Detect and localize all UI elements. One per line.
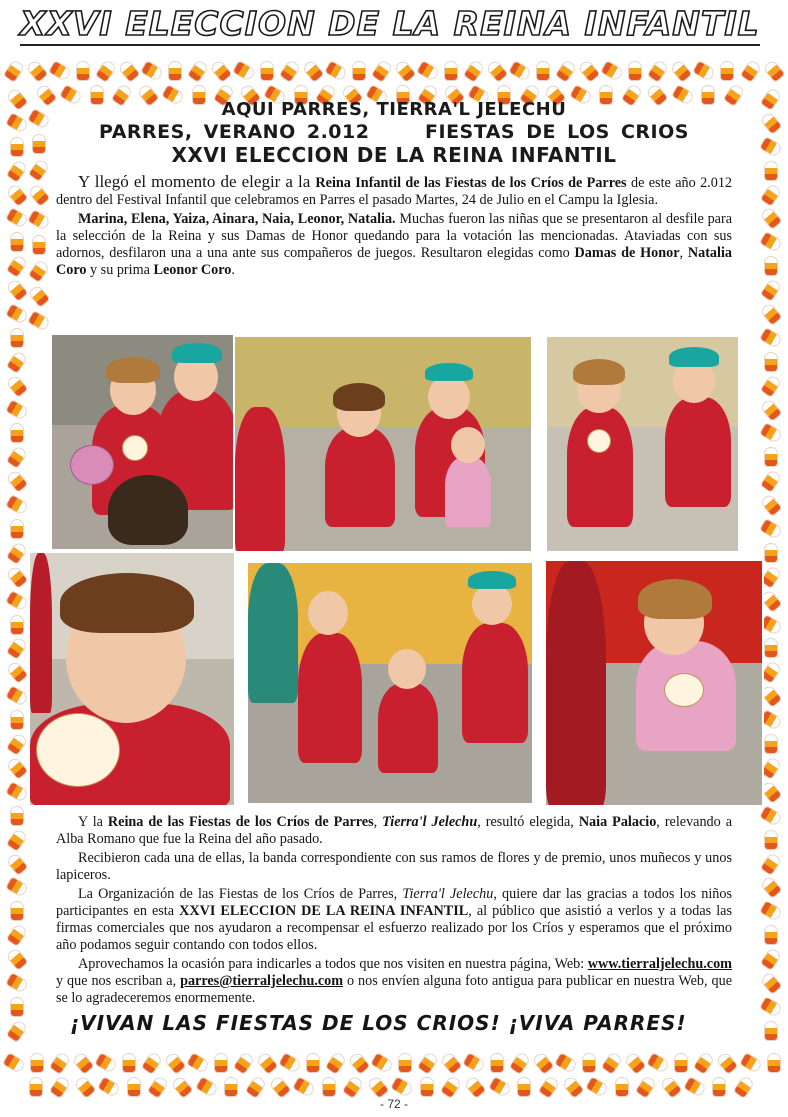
- candy-corn-icon: [270, 1076, 291, 1098]
- candy-corn-icon: [763, 60, 784, 82]
- candy-corn-icon: [215, 1054, 227, 1072]
- candy-corn-icon: [765, 1022, 777, 1040]
- candy-corn-icon: [399, 1054, 411, 1072]
- candy-corn-icon: [169, 62, 181, 80]
- candy-corn-icon: [128, 1078, 140, 1096]
- candy-corn-icon: [395, 60, 416, 82]
- candy-corn-icon: [29, 285, 50, 307]
- candy-corn-icon: [418, 1052, 438, 1074]
- candy-corn-icon: [28, 210, 50, 229]
- candy-corn-icon: [721, 62, 733, 80]
- candy-corn-icon: [7, 184, 28, 206]
- candy-corn-icon: [279, 1053, 301, 1072]
- candy-corn-icon: [563, 1076, 584, 1098]
- candy-corn-icon: [28, 109, 50, 128]
- candy-corn-icon: [353, 62, 365, 80]
- header-line-1: AQUI PARRES, TIERRA'L JELECHU: [221, 99, 567, 120]
- candy-corn-icon: [740, 60, 760, 82]
- candy-corn-icon: [95, 1053, 117, 1072]
- candy-corn-icon: [761, 877, 782, 899]
- candy-corn-icon: [740, 1053, 762, 1072]
- candy-corn-icon: [602, 1052, 622, 1074]
- candy-corn-icon: [119, 60, 140, 82]
- candy-corn-icon: [765, 926, 777, 944]
- candy-corn-icon: [417, 61, 439, 80]
- intro-paragraph-2: Marina, Elena, Yaiza, Ainara, Naia, Leonor, Natalia. Muchas fueron las niñas que se presentaron al desfile para la selección de la Reina y sus Damas de Honor quedando para la votación las mencionadas. Ataviadas con sus adornos, desfilaron una a una ante sus compañeros de juegos. Resultaron elegidas como Damas de Honor, Natalia Coro y su prima Leonor Coro.: [56, 211, 732, 278]
- candy-corn-icon: [761, 112, 782, 134]
- candy-corn-icon: [684, 1077, 706, 1096]
- candy-corn-icon: [294, 1077, 316, 1096]
- candy-corn-icon: [491, 1054, 503, 1072]
- candy-corn-icon: [660, 1076, 681, 1098]
- banner-title: XXVI ELECCION DE LA REINA INFANTIL: [20, 4, 760, 43]
- candy-corn-icon: [464, 1053, 486, 1072]
- candy-corn-icon: [694, 1052, 714, 1074]
- candy-corn-icon: [123, 1054, 135, 1072]
- candy-corn-icon: [441, 1076, 461, 1098]
- candy-corn-icon: [188, 60, 208, 82]
- candy-corn-icon: [33, 236, 45, 254]
- candy-corn-icon: [713, 1078, 725, 1096]
- candy-corn-icon: [441, 1052, 462, 1074]
- candy-corn-icon: [6, 400, 28, 419]
- candy-corn-icon: [225, 1078, 237, 1096]
- candy-corn-icon: [761, 279, 781, 301]
- candy-corn-icon: [6, 973, 28, 992]
- photo-4: [28, 551, 236, 807]
- outro-paragraph-3: La Organización de las Fiestas de los Críos de Parres, Tierra'l Jelechu, quiere dar las gracias a todos los niños participantes en esta XXVI ELECCION DE LA REINA INFANTIL, al público que asistió a verlos y a todas las firmas comerciales que nos ayudaron a recompensar el esfuerzo realizado por los Críos y esperamos que el próximo año podamos seguir contando con todos ellos.: [56, 886, 732, 953]
- candy-corn-icon: [6, 782, 28, 801]
- candy-corn-icon: [587, 1077, 609, 1096]
- candy-corn-icon: [765, 831, 777, 849]
- candy-corn-icon: [636, 1076, 656, 1098]
- candy-corn-icon: [7, 948, 28, 970]
- candy-corn-icon: [261, 62, 273, 80]
- title-banner: [20, 4, 760, 46]
- candy-corn-icon: [96, 60, 116, 82]
- candy-corn-icon: [7, 88, 28, 110]
- candy-corn-icon: [464, 60, 484, 82]
- candy-corn-icon: [625, 1052, 646, 1074]
- article-header: [56, 98, 732, 279]
- candy-corn-icon: [165, 1052, 186, 1074]
- candy-corn-icon: [367, 1076, 388, 1098]
- candy-corn-icon: [648, 1053, 670, 1072]
- candy-corn-icon: [326, 1052, 346, 1074]
- email-link[interactable]: parres@tierraljelechu.com: [180, 973, 344, 989]
- candy-corn-icon: [303, 60, 324, 82]
- candy-corn-icon: [7, 924, 27, 946]
- candy-corn-icon: [7, 470, 28, 492]
- candy-corn-icon: [29, 159, 49, 181]
- candy-corn-icon: [11, 807, 23, 825]
- candy-corn-icon: [6, 304, 28, 323]
- candy-corn-icon: [7, 853, 28, 875]
- photo-collage: [28, 333, 770, 809]
- candy-corn-icon: [602, 61, 624, 80]
- candy-corn-icon: [31, 1054, 43, 1072]
- candy-corn-icon: [6, 209, 28, 228]
- candy-corn-icon: [533, 1052, 554, 1074]
- candy-corn-icon: [11, 711, 23, 729]
- candy-corn-icon: [616, 1078, 628, 1096]
- candy-corn-icon: [7, 375, 28, 397]
- candy-corn-icon: [257, 1052, 278, 1074]
- candy-corn-icon: [11, 424, 23, 442]
- candy-corn-icon: [717, 1052, 738, 1074]
- candy-corn-icon: [77, 62, 89, 80]
- candy-corn-icon: [11, 329, 23, 347]
- candy-corn-icon: [30, 1078, 42, 1096]
- candy-corn-icon: [7, 733, 27, 755]
- candy-corn-icon: [760, 902, 782, 921]
- candy-corn-icon: [518, 1078, 530, 1096]
- outro-paragraph-4: Aprovechamos la ocasión para indicarles a todos que nos visiten en nuestra página, Web: www.tierraljelechu.com y que nos escriban a, parres@tierraljelechu.com o nos envíen alguna foto antigua para publicar en nuestra Web, que se lo agradeceremos enormemente.: [56, 956, 732, 1006]
- candy-corn-icon: [142, 1052, 162, 1074]
- candy-corn-icon: [28, 311, 50, 330]
- candy-corn-icon: [7, 160, 27, 182]
- candy-corn-icon: [579, 60, 600, 82]
- photo-1: [50, 333, 250, 551]
- candy-corn-icon: [765, 257, 777, 275]
- header-line-2: [56, 121, 732, 144]
- candy-corn-icon: [510, 61, 532, 80]
- candy-corn-icon: [27, 60, 48, 82]
- candy-corn-icon: [11, 138, 23, 156]
- candy-corn-icon: [372, 60, 392, 82]
- candy-corn-icon: [761, 853, 781, 875]
- candy-corn-icon: [148, 1076, 168, 1098]
- candy-corn-icon: [343, 1076, 363, 1098]
- candy-corn-icon: [196, 1077, 218, 1096]
- candy-corn-icon: [11, 616, 23, 634]
- candy-corn-icon: [760, 137, 782, 156]
- candy-corn-icon: [7, 566, 28, 588]
- candy-corn-icon: [7, 447, 27, 469]
- candy-corn-icon: [11, 998, 23, 1016]
- candy-corn-icon: [510, 1052, 530, 1074]
- candy-corn-icon: [7, 351, 27, 373]
- candy-corn-icon: [761, 948, 781, 970]
- candy-corn-icon: [4, 60, 24, 82]
- candy-corn-icon: [7, 757, 28, 779]
- candy-corn-icon: [7, 1020, 27, 1042]
- candy-corn-icon: [760, 997, 782, 1016]
- candy-corn-icon: [73, 1052, 94, 1074]
- candy-corn-icon: [172, 1076, 193, 1098]
- candy-corn-icon: [761, 184, 781, 206]
- candy-corn-icon: [187, 1053, 209, 1072]
- candy-corn-icon: [465, 1076, 486, 1098]
- candy-corn-icon: [556, 1053, 578, 1072]
- candy-corn-icon: [7, 638, 27, 660]
- candy-corn-icon: [765, 162, 777, 180]
- candy-corn-icon: [98, 1077, 120, 1096]
- candy-corn-icon: [349, 1052, 370, 1074]
- candy-corn-icon: [74, 1076, 95, 1098]
- candy-corn-icon: [538, 1076, 558, 1098]
- candy-corn-icon: [233, 61, 255, 80]
- candy-corn-icon: [6, 878, 28, 897]
- candy-corn-icon: [7, 542, 27, 564]
- candy-corn-icon: [391, 1077, 413, 1096]
- candy-corn-icon: [768, 1054, 780, 1072]
- candy-corn-icon: [50, 1052, 70, 1074]
- candy-border-left-inner: [26, 110, 52, 330]
- intro-paragraph-1: Y llegó el momento de elegir a la Reina Infantil de las Fiestas de los Críos de Parres de este año 2.012 dentro del Festival Infantil que celebramos en Parres el pasado Martes, 24 de Julio en el Campu la Iglesia.: [56, 172, 733, 208]
- outro-paragraph-2: Recibieron cada una de ellas, la banda correspondiente con sus ramos de flores y de premio, unos muñecos y unos lapiceros.: [56, 850, 732, 883]
- candy-corn-icon: [36, 84, 57, 106]
- candy-corn-icon: [371, 1053, 393, 1072]
- candy-corn-icon: [537, 62, 549, 80]
- candy-corn-icon: [556, 60, 576, 82]
- candy-corn-icon: [6, 495, 28, 514]
- candy-corn-icon: [280, 60, 300, 82]
- candy-corn-icon: [7, 662, 28, 684]
- candy-corn-icon: [11, 902, 23, 920]
- candy-corn-icon: [11, 233, 23, 251]
- candy-corn-icon: [445, 62, 457, 80]
- candy-corn-icon: [33, 135, 45, 153]
- candy-corn-icon: [246, 1076, 266, 1098]
- candy-corn-icon: [761, 303, 782, 325]
- candy-corn-icon: [50, 1076, 70, 1098]
- candy-corn-icon: [325, 61, 347, 80]
- candy-corn-icon: [671, 60, 692, 82]
- candy-corn-icon: [6, 591, 28, 610]
- candy-corn-icon: [421, 1078, 433, 1096]
- candy-corn-icon: [7, 255, 27, 277]
- candy-corn-icon: [211, 60, 232, 82]
- photo-6: [544, 559, 764, 807]
- header-line-2-right: FIESTAS DE LOS CRIOS: [425, 121, 689, 143]
- candy-corn-icon: [323, 1078, 335, 1096]
- candy-corn-icon: [7, 279, 28, 301]
- candy-corn-icon: [487, 60, 508, 82]
- candy-corn-icon: [234, 1052, 254, 1074]
- candy-corn-icon: [734, 1076, 754, 1098]
- candy-corn-icon: [761, 972, 782, 994]
- candy-corn-icon: [7, 829, 27, 851]
- candy-corn-icon: [489, 1077, 511, 1096]
- candy-corn-icon: [29, 184, 50, 206]
- header-line-3: XXVI ELECCION DE LA REINA INFANTIL: [171, 143, 617, 167]
- candy-corn-icon: [675, 1054, 687, 1072]
- website-link[interactable]: www.tierraljelechu.com: [587, 956, 732, 972]
- candy-corn-icon: [760, 233, 782, 252]
- candy-corn-icon: [3, 1053, 25, 1072]
- candy-corn-icon: [49, 61, 71, 80]
- candy-corn-icon: [6, 113, 28, 132]
- candy-corn-icon: [11, 520, 23, 538]
- candy-corn-icon: [583, 1054, 595, 1072]
- candy-corn-icon: [761, 88, 781, 110]
- photo-3: [545, 335, 740, 553]
- header-line-2-left: PARRES, VERANO 2.012: [99, 121, 370, 143]
- candy-corn-icon: [29, 260, 49, 282]
- outro-paragraph-1: Y la Reina de las Fiestas de los Críos de Parres, Tierra'l Jelechu, resultó elegida, Naia Palacio, relevando a Alba Romano que fue la Reina del año pasado.: [56, 814, 733, 847]
- candy-corn-icon: [141, 61, 163, 80]
- photo-5: [246, 561, 534, 805]
- page-number: - 72 -: [379, 1097, 408, 1111]
- candy-corn-icon: [648, 60, 668, 82]
- photo-2: [233, 335, 533, 553]
- candy-corn-icon: [307, 1054, 319, 1072]
- candy-corn-icon: [6, 687, 28, 706]
- candy-corn-icon: [629, 62, 641, 80]
- closing-slogan: ¡VIVAN LAS FIESTAS DE LOS CRIOS! ¡VIVA PARRES!: [70, 1011, 687, 1035]
- candy-corn-icon: [694, 61, 716, 80]
- candy-corn-icon: [761, 208, 782, 230]
- article-body: [56, 812, 732, 1035]
